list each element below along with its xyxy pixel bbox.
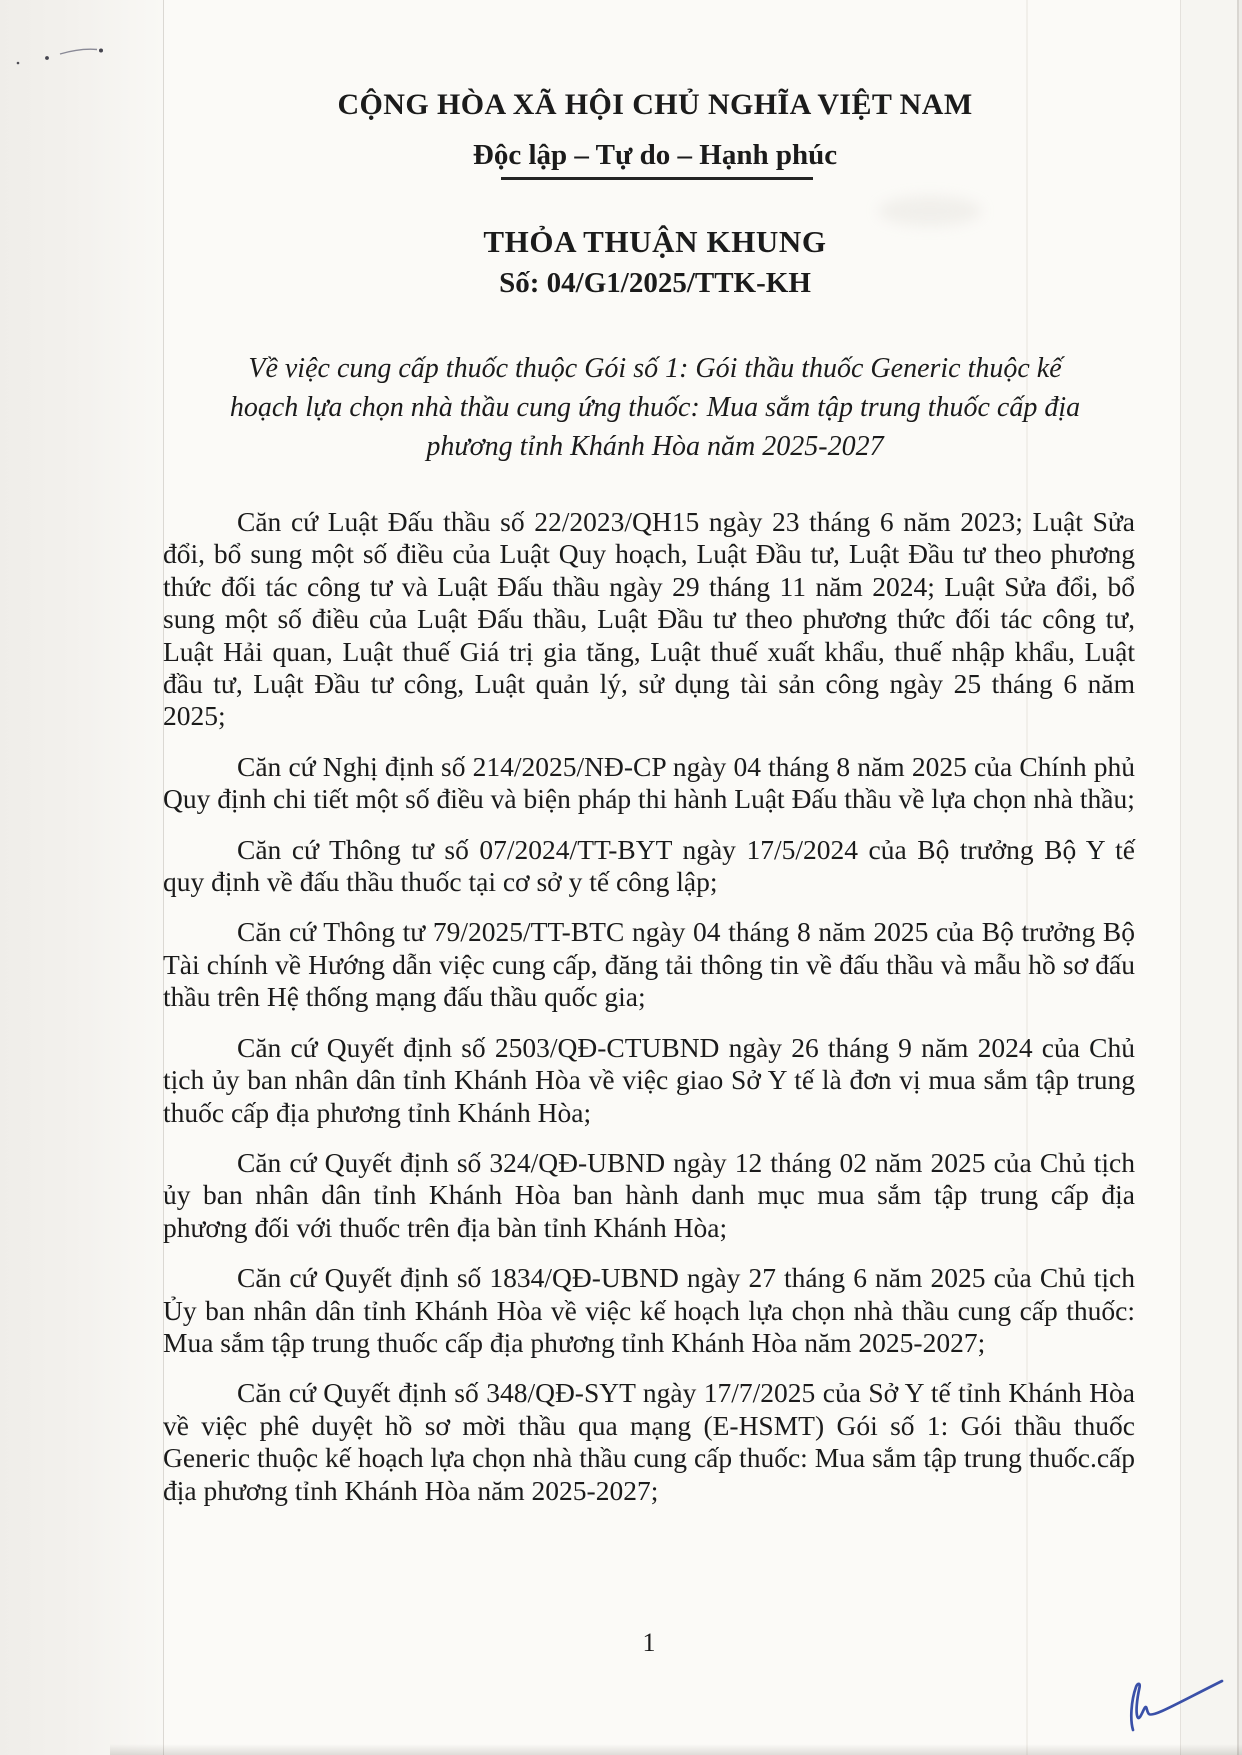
legal-basis-paragraph-5: Căn cứ Quyết định số 2503/QĐ-CTUBND ngày 26 tháng 9 năm 2024 của Chủ tịch ủy ban nhân dân tỉnh Khánh Hòa về việc giao Sở Y tế là đơn vị mua sắm tập trung thuốc cấp địa phương tỉnh Khánh Hòa; (163, 1031, 1135, 1128)
document-title: THỎA THUẬN KHUNG (483, 224, 827, 259)
motto-underline (501, 177, 813, 180)
scan-left-edge-shading (0, 0, 163, 1755)
legal-basis-paragraph-1: Căn cứ Luật Đấu thầu số 22/2023/QH15 ngày 23 tháng 6 năm 2023; Luật Sửa đổi, bổ sung một số điều của Luật Quy hoạch, Luật Đầu tư, Luật Đầu tư theo phương thức đối tác công tư và Luật Đấu thầu ngày 29 tháng 11 năm 2024; Luật Sửa đổi, bổ sung một số điều của Luật Đấu thầu, Luật Đầu tư theo phương thức đối tác công tư, Luật Hải quan, Luật thuế Giá trị gia tăng, Luật thuế xuất khẩu, thuế nhập khẩu, Luật đầu tư, Luật Đầu tư công, Luật quản lý, sử dụng tài sản công ngày 25 tháng 6 năm 2025; (163, 506, 1135, 732)
scan-right-edge-shading (1181, 0, 1237, 1755)
document-number: Số: 04/G1/2025/TTK-KH (499, 267, 811, 299)
national-motto-line1: CỘNG HÒA XÃ HỘI CHỦ NGHĨA VIỆT NAM (337, 88, 973, 121)
national-motto-line2: Độc lập – Tự do – Hạnh phúc (472, 139, 838, 171)
legal-basis-paragraph-7: Căn cứ Quyết định số 1834/QĐ-UBND ngày 27 tháng 6 năm 2025 của Chủ tịch Ủy ban nhân dân tỉnh Khánh Hòa về việc kế hoạch lựa chọn nhà thầu cung cấp thuốc: Mua sắm tập trung thuốc cấp địa phương tỉnh Khánh Hòa năm 2025-2027; (163, 1262, 1135, 1358)
legal-basis-paragraph-8: Căn cứ Quyết định số 348/QĐ-SYT ngày 17/7/2025 của Sở Y tế tỉnh Khánh Hòa về việc phê duyệt hồ sơ mời thầu qua mạng (E-HSMT) Gói số 1: Gói thầu thuốc Generic thuộc kế hoạch lựa chọn nhà thầu cung cấp thuốc: Mua sắm tập trung thuốc.cấp địa phương tỉnh Khánh Hòa năm 2025-2027; (163, 1377, 1135, 1506)
document-body (163, 506, 1135, 1525)
document-subject: Về việc cung cấp thuốc thuộc Gói số 1: Gói thầu thuốc Generic thuộc kế hoạch lựa chọn nhà thầu cung ứng thuốc: Mua sắm tập trung thuốc cấp địa phương tỉnh Khánh Hòa năm 2025-2027 (229, 353, 1081, 462)
legal-basis-paragraph-3: Căn cứ Thông tư số 07/2024/TT-BYT ngày 17/5/2024 của Bộ trưởng Bộ Y tế quy định về đấu thầu thuốc tại cơ sở y tế công lập; (163, 833, 1135, 898)
legal-basis-paragraph-4: Căn cứ Thông tư 79/2025/TT-BTC ngày 04 tháng 8 năm 2025 của Bộ trưởng Bộ Tài chính về Hướng dẫn việc cung cấp, đăng tải thông tin về đấu thầu và mẫu hồ sơ đấu thầu trên Hệ thống mạng đấu thầu quốc gia; (163, 916, 1135, 1013)
scan-bottom-shadow (110, 1744, 1242, 1755)
pen-specks (12, 44, 110, 70)
page-number: 1 (642, 1628, 656, 1657)
legal-basis-paragraph-6: Căn cứ Quyết định số 324/QĐ-UBND ngày 12 tháng 02 năm 2025 của Chủ tịch ủy ban nhân dân tỉnh Khánh Hòa ban hành danh mục mua sắm tập trung cấp địa phương đối với thuốc trên địa bàn tỉnh Khánh Hòa; (163, 1146, 1135, 1243)
scan-smudge (878, 196, 982, 226)
legal-basis-paragraph-2: Căn cứ Nghị định số 214/2025/NĐ-CP ngày 04 tháng 8 năm 2025 của Chính phủ Quy định chi tiết một số điều và biện pháp thi hành Luật Đấu thầu về lựa chọn nhà thầu; (163, 750, 1135, 815)
handwritten-initial-mark (1124, 1674, 1228, 1736)
